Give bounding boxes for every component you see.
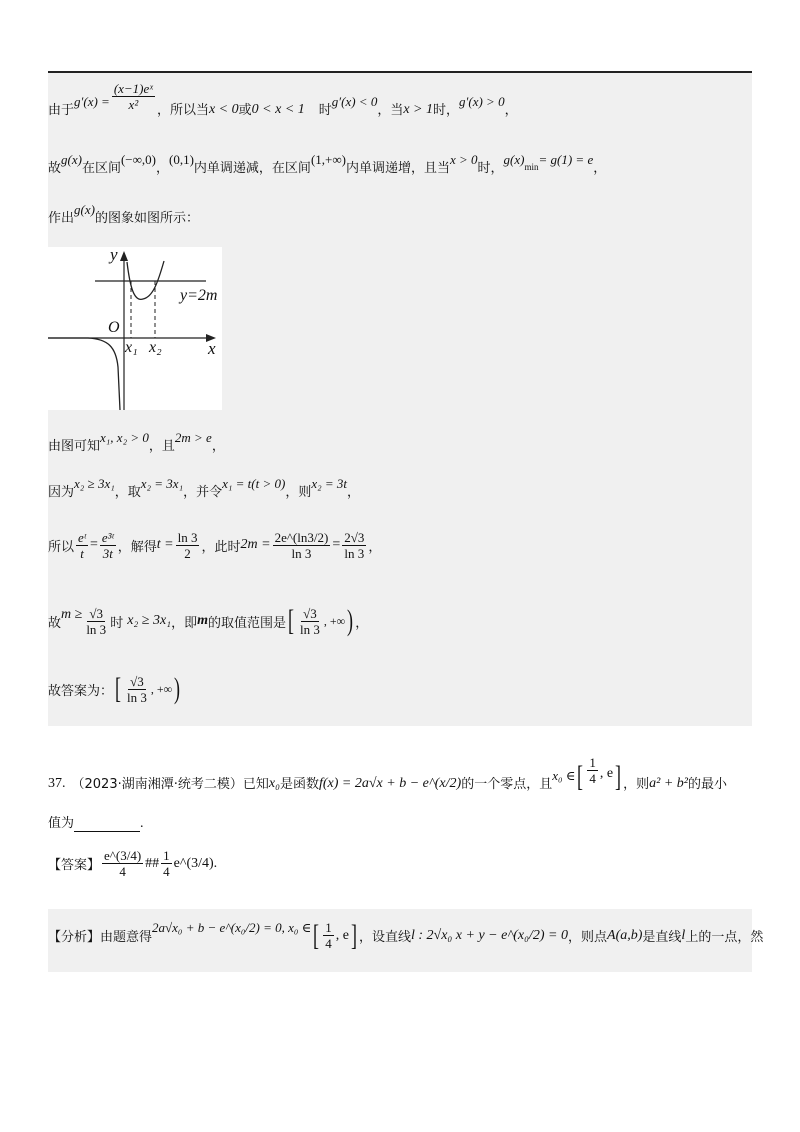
math-expr: = [332,537,341,552]
text: 时 [318,103,332,118]
right-bracket: ] [615,760,622,793]
math-expr: t = [156,537,174,552]
math-expr: x₂ = 3t [311,476,348,491]
math-expr: x₂ = 3x₁ [140,476,184,491]
math-expr: x₂ ≥ 3x₁ [127,613,172,628]
math-expr: = [89,537,98,552]
right-bracket: ] [350,918,357,952]
math-expr: (1,+∞) [310,152,346,167]
text: ，并令 [183,485,223,500]
text: 因为 [48,485,75,500]
left-bracket: [ [287,604,294,637]
text: 内单调递减，在区间 [193,161,311,176]
fraction [100,530,116,561]
text: 值为 [48,816,75,831]
solution-line-2 [48,150,606,176]
math-expr: x₁ = t(t > 0) [222,476,286,491]
fraction [342,530,366,561]
text: ，则点 [568,930,608,945]
text: 故 [48,615,62,631]
denominator: 4 [119,864,126,879]
math-expr: a² + b² [649,776,688,791]
graph-y-label: y [110,245,118,264]
math-expr: l [681,927,686,943]
text: 由图可知 [48,439,101,454]
numerator: 2e^(ln3/2) [274,529,329,545]
graph-svg [48,247,222,410]
denominator: 4 [589,771,596,786]
text: 上的一点，然 [685,930,764,945]
denominator: 4 [163,864,170,879]
math-expr: , e [599,766,614,781]
graph-x1-label: x₁ [125,339,138,356]
math-expr: A(a,b) [607,927,643,943]
math-expr: g(x) [61,152,82,167]
text: ， [211,439,225,454]
math-expr: m ≥ [61,607,83,622]
answer-label: 【答案】 [48,858,101,873]
solution-line-3 [48,200,199,226]
text: 时， [477,161,504,176]
numerator: 1 [325,920,332,935]
analysis-label: 【分析】 [48,930,101,945]
numerator: e³ᵗ [101,529,114,545]
text: 或 [238,103,252,118]
function-graph [48,247,222,410]
graph-origin-label: O [108,319,120,336]
numerator: √3 [89,605,104,621]
fraction [84,606,108,637]
math-expr: x < 0 [208,102,239,117]
denominator: ln 3 [86,621,107,637]
text: 时 [110,615,124,631]
left-bracket: [ [313,918,320,952]
text: ，则 [623,777,650,792]
numerator: 2√3 [344,529,365,545]
question-source: （2023·湖南湘潭·统考二模） [71,777,243,792]
text: ，则 [285,485,312,500]
numerator: ln 3 [177,529,198,545]
text: 的最小 [687,777,727,792]
fraction [587,755,598,786]
math-expr: x₀ [268,776,280,791]
math-expr: g(x) [74,202,95,217]
fraction [273,530,331,561]
math-expr: g(x) [503,152,525,167]
text: 在区间 [81,161,121,176]
math-expr: g′(x) = [74,94,110,109]
math-expr: = g(1) = e [538,152,594,167]
graph-x-label: x [208,339,216,358]
numerator: √3 [130,673,144,689]
text: 作出 [48,211,75,226]
math-expr: f(x) = 2a√x + b − e^(x/2) [318,776,462,791]
math-expr: x > 1 [403,102,434,117]
right-paren: ) [347,604,354,637]
text: 是直线 [642,930,682,945]
fraction [298,606,322,637]
fraction [323,920,334,951]
graph-x2-label: x₂ [149,339,162,356]
numerator: 1 [163,848,170,863]
fraction [176,530,200,561]
text: ，当 [377,103,404,118]
text: ， [347,485,361,500]
fraction [161,848,172,879]
denominator: ln 3 [291,545,312,561]
text: . [140,816,144,831]
text: . [213,855,218,871]
text: 是函数 [279,777,319,792]
math-expr: 2a√x₀ + b − e^(x₀/2) = 0, x₀ ∈ [152,919,312,935]
solution-line-5 [48,474,360,500]
text: ，取 [114,485,141,500]
answer-blank [74,817,140,832]
text: 的一个零点，且 [461,777,553,792]
text: ，且 [148,439,175,454]
numerator: 1 [589,755,596,770]
question-37 [48,752,727,792]
solution-line-1 [48,81,518,118]
text: ， [155,161,169,176]
math-expr: g′(x) < 0 [331,94,378,109]
math-expr: l : 2√x₀ x + y − e^(x₀/2) = 0 [410,927,568,943]
denominator: 2 [184,545,191,561]
text: ， [593,161,607,176]
math-expr: x₀ ∈ [552,768,576,783]
numerator: √3 [303,605,317,621]
text: 已知 [242,777,269,792]
numerator: eᵗ [78,529,86,545]
denominator: t [80,545,84,561]
math-expr: x > 0 [449,152,478,167]
text: ， [368,539,382,555]
math-expr: 2m = [240,537,271,552]
text: 由题意得 [100,930,153,945]
denominator: ln 3 [344,545,365,561]
math-expr: , e [335,927,349,943]
left-bracket: [ [577,760,584,793]
graph-line-label: y=2m [180,287,218,304]
text: 由于 [48,103,75,118]
question-number: 37. [48,776,66,791]
math-expr: (0,1) [169,152,194,167]
fraction [102,848,143,879]
numerator: e^(3/4) [104,848,142,863]
text: 内单调递增，且当 [345,161,450,176]
text: 故答案为： [48,683,114,699]
denominator: 3t [102,545,113,561]
math-expr: , +∞ [323,613,346,628]
separator: ## [145,855,160,871]
text: ， [355,615,369,631]
text: 所以 [48,539,75,555]
text: ，解得 [117,539,157,555]
math-expr: 2m > e [174,430,212,445]
text: ， [504,103,518,118]
solution-line-4 [48,428,225,454]
denominator: 4 [325,936,332,951]
math-expr: x₂ ≥ 3x₁ [74,476,115,491]
math-expr: g′(x) > 0 [459,94,505,109]
fraction [76,530,88,561]
text: 故 [48,161,62,176]
text: ，设直线 [358,930,411,945]
denominator: ln 3 [299,621,320,637]
question-37-line-2 [48,812,144,832]
fraction [112,81,155,112]
text: 时， [433,103,460,118]
solution-line-8 [48,666,182,712]
solution-line-7 [48,598,368,644]
math-expr: (−∞,0) [120,152,156,167]
text: ，所以当 [156,103,209,118]
text: 的图象如图所示： [94,211,199,226]
math-subscript: min [524,162,539,172]
text: ，此时 [201,539,241,555]
math-expr: x₁, x₂ > 0 [100,430,149,445]
answer-line [48,848,217,879]
solution-line-6 [48,522,381,568]
text: ，即 [171,615,198,631]
denominator: ln 3 [127,689,147,705]
math-expr: 0 < x < 1 [251,102,305,117]
math-expr: , +∞ [150,681,173,696]
fraction [125,674,149,705]
numerator: (x−1)eˣ [113,81,153,96]
left-bracket: [ [115,672,122,705]
math-expr: e^(3/4) [173,855,214,871]
denominator: x² [128,97,139,112]
analysis-line [48,920,763,951]
text: 的取值范围是 [207,615,286,631]
math-expr: m [197,613,208,628]
right-paren: ) [174,672,181,705]
